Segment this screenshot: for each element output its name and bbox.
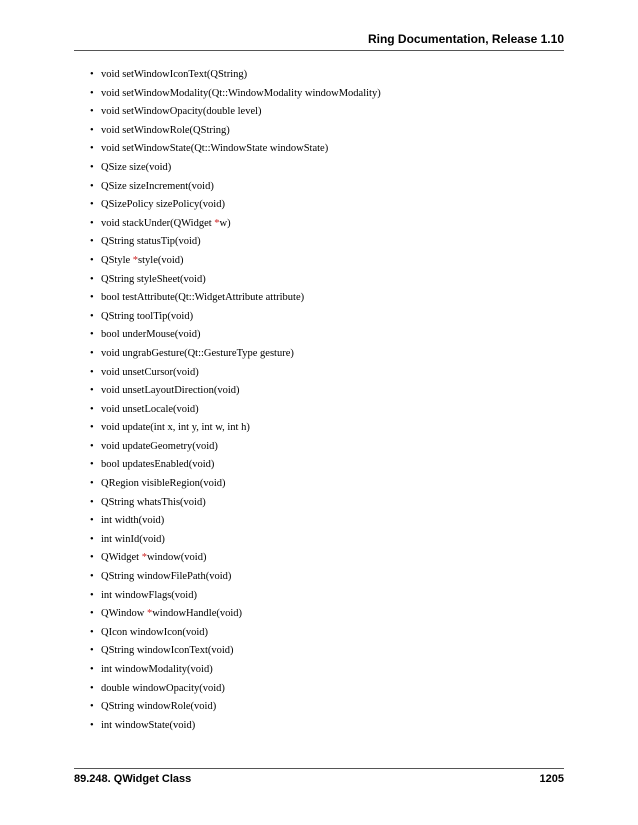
bullet-icon: • [90,701,94,713]
list-item [90,475,381,494]
list-item [90,66,381,85]
list-item [90,624,381,643]
list-item [90,345,381,364]
bullet-icon: • [90,217,94,229]
method-signature: QSize sizeIncrement(void) [101,180,214,192]
footer-divider [74,768,564,769]
method-signature: void setWindowRole(QString) [101,124,230,136]
list-item [90,549,381,568]
method-signature: void ungrabGesture(Qt::GestureType gesture) [101,347,294,359]
method-signature: void setWindowState(Qt::WindowState windowState) [101,143,329,155]
method-signature: QString statusTip(void) [101,236,201,248]
method-signature: QString windowRole(void) [101,701,217,713]
list-item [90,196,381,215]
method-signature: void unsetLayoutDirection(void) [101,385,240,397]
method-signature-rest: w) [219,217,231,229]
bullet-icon: • [90,310,94,322]
bullet-icon: • [90,645,94,657]
bullet-icon: • [90,571,94,583]
bullet-icon: • [90,478,94,490]
method-signature: void setWindowIconText(QString) [101,69,248,80]
list-item [90,568,381,587]
page-header-title: Ring Documentation, Release 1.10 [367,32,564,46]
list-item [90,122,381,141]
list-item [90,717,381,736]
bullet-icon: • [90,608,94,620]
method-signature: QString styleSheet(void) [101,273,206,285]
bullet-icon: • [90,682,94,694]
method-signature: int width(void) [101,515,165,527]
bullet-icon: • [90,347,94,359]
method-signature: bool updatesEnabled(void) [101,459,215,471]
bullet-icon: • [90,366,94,378]
method-signature: void unsetCursor(void) [101,366,199,378]
bullet-icon: • [90,292,94,304]
list-item [90,661,381,680]
method-signature: QWindow [101,608,147,620]
bullet-icon: • [90,664,94,675]
pointer-asterisk: * [146,608,153,620]
list-item [90,308,381,327]
pointer-asterisk: * [214,217,220,229]
bullet-icon: • [90,552,94,564]
method-signature: int windowState(void) [101,719,196,731]
method-signature-rest: window(void) [146,552,207,564]
pointer-asterisk: * [141,552,147,564]
method-signature: void update(int x, int y, int w, int h) [101,422,250,434]
bullet-icon: • [90,143,94,155]
bullet-icon: • [90,329,94,341]
bullet-icon: • [90,533,94,545]
list-item [90,680,381,699]
bullet-icon: • [90,496,94,508]
bullet-icon: • [90,273,94,285]
list-item [90,587,381,606]
method-signature: int windowFlags(void) [101,589,197,601]
method-signature-rest: style(void) [138,254,184,266]
list-item [90,605,381,624]
list-item [90,438,381,457]
pointer-asterisk: * [132,254,139,266]
method-signature: void updateGeometry(void) [101,440,218,452]
list-item [90,494,381,513]
list-item [90,326,381,345]
list-item [90,271,381,290]
bullet-icon: • [90,626,94,638]
method-signature: QString windowFilePath(void) [101,571,232,583]
method-signature: double windowOpacity(void) [101,682,225,694]
bullet-icon: • [90,124,94,136]
method-signature: bool underMouse(void) [101,329,201,341]
list-item [90,85,381,104]
list-item [90,252,381,271]
bullet-icon: • [90,236,94,248]
list-item [90,382,381,401]
list-item [90,531,381,550]
method-signature-rest: windowHandle(void) [152,608,243,620]
list-item [90,512,381,531]
bullet-icon: • [90,719,94,731]
method-signature: QWidget [101,552,142,564]
list-item [90,401,381,420]
bullet-icon: • [90,254,94,266]
method-signature: void unsetLocale(void) [101,403,199,415]
method-signature: QSize size(void) [101,161,172,173]
method-signature: bool testAttribute(Qt::WidgetAttribute attribute) [101,292,305,304]
list-item [90,456,381,475]
list-item [90,178,381,197]
bullet-icon: • [90,87,94,99]
method-signature: QString whatsThis(void) [101,496,206,508]
bullet-icon: • [90,515,94,527]
method-signature: QString toolTip(void) [101,310,194,322]
bullet-icon: • [90,589,94,601]
list-item [90,698,381,717]
bullet-icon: • [90,199,94,211]
list-item [90,215,381,234]
list-item [90,289,381,308]
method-signature: QString windowIconText(void) [101,645,234,657]
list-item [90,642,381,661]
method-signature: QRegion visibleRegion(void) [101,478,226,490]
method-signature: int windowModality(void) [101,664,213,675]
bullet-icon: • [90,403,94,415]
bullet-icon: • [90,385,94,397]
method-signature: QIcon windowIcon(void) [101,626,209,638]
bullet-icon: • [90,422,94,434]
bullet-icon: • [90,180,94,192]
method-signature: int winId(void) [101,533,165,545]
method-list [90,66,381,735]
method-signature: void stackUnder(QWidget [101,217,215,229]
list-item [90,364,381,383]
bullet-icon: • [90,161,94,173]
list-item [90,140,381,159]
bullet-icon: • [90,106,94,118]
list-item [90,103,381,122]
method-signature: QStyle [101,254,133,266]
list-item [90,159,381,178]
header-divider [74,50,564,51]
list-item [90,233,381,252]
footer-section-title: 89.248. QWidget Class [74,773,192,785]
list-item [90,419,381,438]
bullet-icon: • [90,69,94,80]
method-signature: void setWindowOpacity(double level) [101,106,262,118]
footer-page-number: 1205 [539,773,564,785]
method-signature: void setWindowModality(Qt::WindowModality windowModality) [101,87,381,99]
bullet-icon: • [90,459,94,471]
method-signature: QSizePolicy sizePolicy(void) [101,199,225,211]
bullet-icon: • [90,440,94,452]
